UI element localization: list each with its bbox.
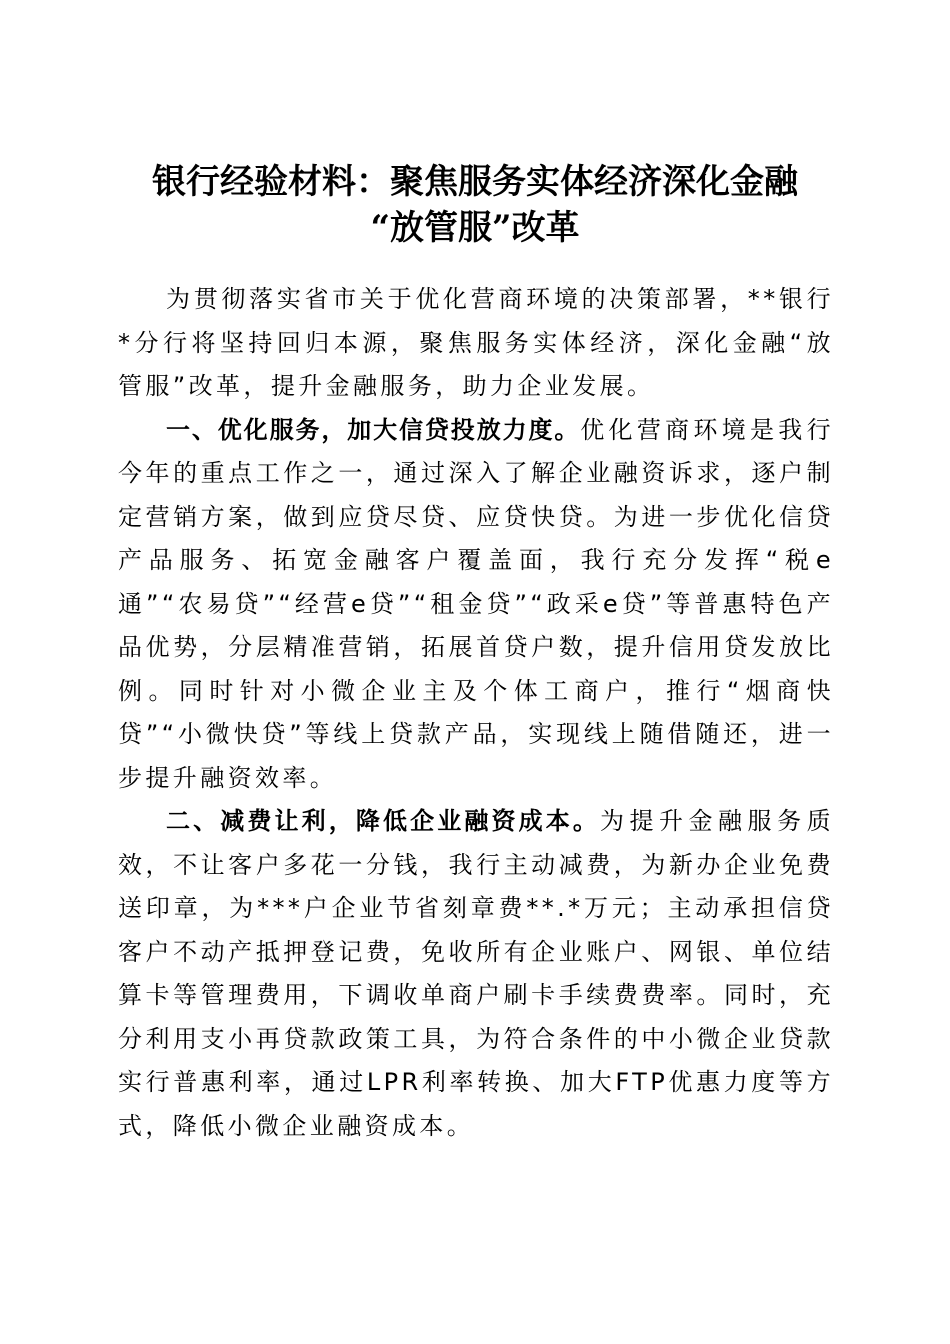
title-line-2: “放管服”改革 xyxy=(370,207,580,248)
section-1-heading: 一、优化服务，加大信贷投放力度。 xyxy=(166,415,581,444)
document-title xyxy=(0,159,950,251)
document-body xyxy=(118,278,834,1148)
intro-paragraph xyxy=(118,278,834,409)
section-2-heading: 二、减费让利，降低企业融资成本。 xyxy=(166,807,600,835)
section-2-paragraph xyxy=(118,800,834,1148)
section-1-paragraph xyxy=(118,409,834,801)
title-line-1: 银行经验材料：聚焦服务实体经济深化金融 xyxy=(152,161,798,202)
section-2-text: 为提升金融服务质效，不让客户多花一分钱，我行主动减费，为新办企业免费送印章，为***户企业节省刻章费**.*万元；主动承担信贷客户不动产抵押登记费，免收所有企业账户、网银、单位结算卡等管理费用，下调收单商户刷卡手续费费率。同时，充分利用支小再贷款政策工具，为符合条件的中小微企业贷款实行普惠利率，通过LPR利率转换、加大FTP优惠力度等方式，降低小微企业融资成本。 xyxy=(118,807,835,1140)
intro-text: 为贯彻落实省市关于优化营商环境的决策部署，**银行*分行将坚持回归本源，聚焦服务实体经济，深化金融“放管服”改革，提升金融服务，助力企业发展。 xyxy=(118,285,834,400)
section-1-text: 优化营商环境是我行今年的重点工作之一，通过深入了解企业融资诉求，逐户制定营销方案，做到应贷尽贷、应贷快贷。为进一步优化信贷产品服务、拓宽金融客户覆盖面，我行充分发挥“税e通”“农易贷”“经营e贷”“租金贷”“政采e贷”等普惠特色产品优势，分层精准营销，拓展首贷户数，提升信用贷发放比例。同时针对小微企业主及个体工商户，推行“烟商快贷”“小微快贷”等线上贷款产品，实现线上随借随还，进一步提升融资效率。 xyxy=(118,415,834,792)
